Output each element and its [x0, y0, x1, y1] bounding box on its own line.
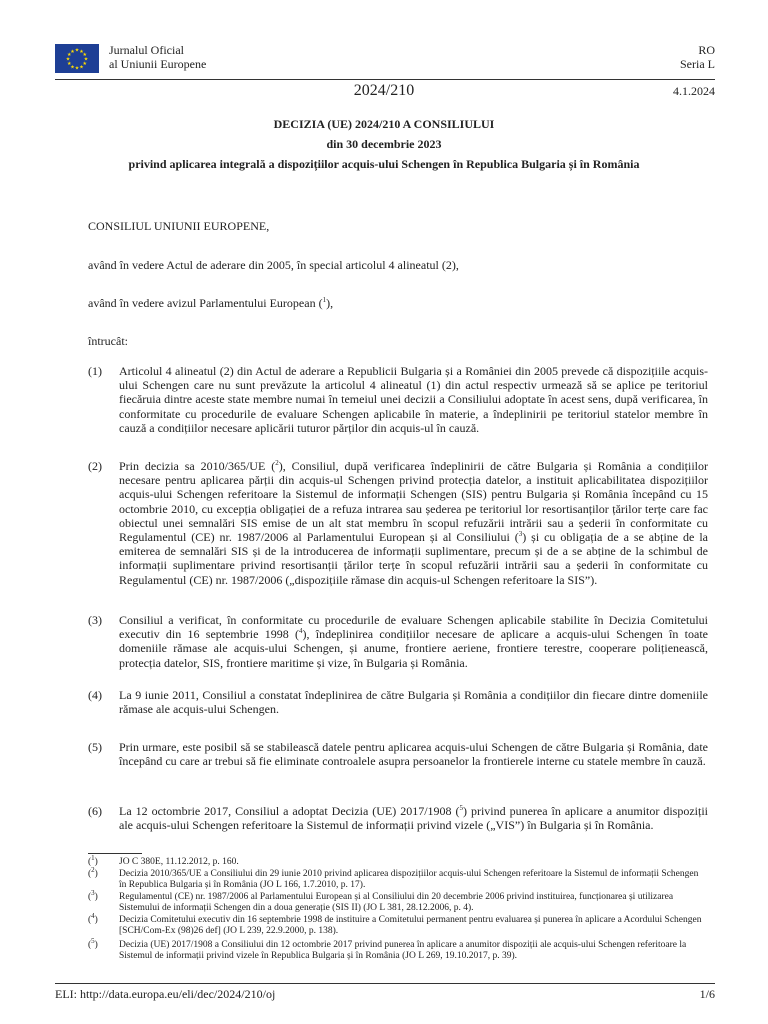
recital	[88, 613, 708, 670]
recital-text-segment: privind punerea în aplicare a anumitor dispoziții ale acquis-ului Schengen referitoare la Sistemul de informații privind vizele („VIS”) în Bulgaria și în România.	[119, 804, 708, 833]
flag-star-icon: ★	[66, 61, 72, 68]
footer-divider	[55, 983, 715, 984]
series-info	[680, 43, 715, 71]
recital-text-segment: La 9 iunie 2011, Consiliul a constatat îndeplinirea de către Bulgaria și România a condițiilor din fiecare dintre domeniile rămase ale acquis-ului Schengen.	[119, 688, 708, 717]
decision-date: din 30 decembrie 2023	[326, 137, 442, 151]
recital-number: (1)	[88, 364, 102, 378]
flag-star-icon: ★	[79, 48, 84, 55]
footnote-text: Decizia 2010/365/UE a Consiliului din 29 iunie 2010 privind aplicarea dispozițiilor acquis-ului Schengen referitoare la Sistemul de informații Schengen în Republica Bulgaria și în România (JO L 166, 1.7.2010, p. 17).	[119, 869, 699, 891]
footnote-ref[interactable]: 5	[459, 804, 464, 812]
recital-text-segment: Consiliul a verificat, în conformitate cu procedurile de evaluare Schengen aplicabile stabilite în Decizia Comitetului executiv din 16 septembrie 1998	[119, 613, 708, 642]
footnote-number: ($^3$)	[88, 888, 98, 902]
recital-text-segment: , îndeplinirea condițiilor necesare de aplicare a acquis-ului Schengen în toate domeniile rămase ale acquis-ului Schengen, și anume, frontiere aeriene, frontiere terestre, cooperare polițienească, protecția datelor, SIS, frontiere maritime și vize, în Bulgaria și România.	[119, 627, 708, 670]
recital-text-segment: La 12 octombrie 2017, Consiliul a adoptat Decizia (UE) 2017/1908	[119, 804, 456, 818]
footnote-number: ($^5$)	[88, 936, 98, 950]
recital	[88, 459, 708, 587]
flag-star-icon: ★	[65, 56, 71, 63]
flag-star-icon: ★	[70, 48, 75, 55]
footnote-number-value: 5	[91, 936, 95, 945]
page-number: 1/6	[699, 987, 715, 1001]
footnote	[88, 888, 708, 914]
footnote-ref[interactable]: 2	[275, 459, 279, 467]
recital-text: La 12 octombrie 2017, Consiliul a adoptat Decizia (UE) 2017/1908 ($^5$) privind punerea în aplicare a anumitor dispoziții ale acquis-ului Schengen referitoare la Sistemul de informații privind vizele („VIS”) în Bulgaria și în România.	[119, 804, 708, 833]
journal-name	[109, 43, 206, 71]
language-code: RO	[698, 43, 715, 57]
footnote-divider	[88, 853, 142, 854]
footnote-ref[interactable]: 1	[322, 296, 327, 304]
flag-star-icon: ★	[74, 65, 80, 72]
recital-number: (5)	[88, 740, 102, 754]
whereas-heading: întrucât:	[88, 334, 128, 348]
footnote-number: ($^1$)	[88, 853, 98, 867]
decision-subject: privind aplicarea integrală a dispozițiilor acquis-ului Schengen în Republica Bulgaria și în România	[128, 157, 640, 171]
footnote	[88, 865, 708, 891]
publication-date: 4.1.2024	[673, 84, 715, 98]
citation-end: ,	[330, 296, 334, 310]
flag-star-icon: ★	[83, 56, 89, 63]
recital	[88, 364, 708, 435]
recital	[88, 740, 708, 768]
journal-line-2: al Uniunii Europene	[109, 57, 207, 71]
footnote-text: Decizia Comitetului executiv din 16 septembrie 1998 de instituire a Comitetului permanent pentru evaluarea și punerea în aplicare a Acordului Schengen [SCH/Com-Ex (98)26 def] (JO L 239, 22.9.2000, p. 138).	[119, 915, 702, 937]
recital-text: Consiliul a verificat, în conformitate cu procedurile de evaluare Schengen aplicabile stabilite în Decizia Comitetului executiv din 16 septembrie 1998 ($^4$), îndeplinirea condițiilor necesare de aplicare a acquis-ului Schengen în toate domeniile rămase ale acquis-ului Schengen, și anume, frontiere aeriene, frontiere terestre, cooperare polițienească, protecția datelor, SIS, frontiere maritime și vize, în Bulgaria și România.	[119, 613, 708, 670]
flag-star-icon: ★	[82, 52, 88, 59]
recital-number: (4)	[88, 688, 102, 702]
council-heading: CONSILIUL UNIUNII EUROPENE,	[88, 219, 270, 233]
citation-accession-act: având în vedere Actul de aderare din 2005, în special articolul 4 alineatul (2),	[88, 258, 459, 272]
recital-text-segment: și cu obligația de a se abține de la emiterea de semnalări SIS și de la introducerea de informații suplimentare, precum și de a se abține de la schimbul de informații suplimentare privind resortisanții țărilor terțe în scopul refuzării intrării sau a șederii în conformitate cu Regulamentul (CE) nr. 1987/2006 („dispozițiile rămase din acquis-ul Schengen referitoare la SIS”).	[119, 530, 708, 587]
citation-parliament-opinion: având în vedere avizul Parlamentului European ($^1$),	[88, 296, 334, 310]
footnote-number: ($^4$)	[88, 911, 98, 925]
footnote-text: Regulamentul (CE) nr. 1987/2006 al Parlamentului European și al Consiliului din 20 decembrie 2006 privind instituirea, funcționarea și utilizarea Sistemului de informații Schengen din a doua generație (SIS II) (JO L 381, 28.12.2006, p. 4).	[119, 892, 674, 914]
recital	[88, 804, 708, 832]
footnote-number: ($^2$)	[88, 865, 98, 879]
footnote-number-value: 1	[91, 853, 95, 862]
recital-number: (3)	[88, 613, 102, 627]
recital-text: Prin decizia sa 2010/365/UE ($^2$), Consiliul, după verificarea îndeplinirii de către Bulgaria și România a condițiilor necesare pentru aplicarea părții din acquis-ul Schengen privind protecția datelor, a instituit aplicabilitatea dispozițiilor acquis-ului Schengen referitoare la Sistemul de informații Schengen (SIS) pentru Bulgaria și România începând cu 15 octombrie 2010, cu excepția obligației de a refuza intrarea sau șederea pe teritoriul lor resortisanților țărilor terțe care fac obiectul unei semnalări SIS emise de un alt stat membru în scopul refuzării intrării sau a șederii în conformitate cu Regulamentul (CE) nr. 1987/2006 al Parlamentului European și al Consiliului ($^3$) și cu obligația de a se abține de la emiterea de semnalări SIS și de la introducerea de informații suplimentare, precum și de a se abține de la schimbul de informații suplimentare privind resortisanții țărilor terțe în scopul refuzării intrării sau a șederii în conformitate cu Regulamentul (CE) nr. 1987/2006 („dispozițiile rămase din acquis-ul Schengen referitoare la SIS”).	[119, 459, 708, 587]
recital-text	[119, 740, 708, 768]
flag-star-icon: ★	[74, 47, 80, 54]
recital-text	[119, 364, 708, 435]
footnote	[88, 911, 708, 937]
eli-link[interactable]: ELI: http://data.europa.eu/eli/dec/2024/210/oj	[55, 987, 276, 1001]
recital-text-segment: Articolul 4 alineatul (2) din Actul de aderare a Republicii Bulgaria și a României din 2005 prevede că dispozițiile acquis-ului Schengen care nu sunt prevăzute la articolul 4 alineatul (1) din actul respectiv urmează să se aplice pe teritoriul fiecăruia dintre aceste state membre numai în temeiul unei decizii a Consiliului adoptate în acest sens, după verificarea, în conformitate cu procedurile de evaluare Schengen aplicabile în materie, a îndeplinirii pe teritoriul statelor membre în cauză a condițiilor necesare aplicării tuturor părților din acquis-ul în cauză.	[119, 364, 708, 435]
recital-text-segment: Prin urmare, este posibil să se stabilească datele pentru aplicarea acquis-ului Schengen de către Bulgaria și România, date începând cu care ar trebui să fie eliminate controalele asupra persoanelor la frontierele interne cu statele membre în cauză.	[119, 740, 708, 769]
flag-star-icon: ★	[82, 61, 88, 68]
footnote-ref[interactable]: 4	[298, 627, 303, 636]
decision-title: DECIZIA (UE) 2024/210 A CONSILIULUI	[273, 117, 495, 131]
footnote-text: Decizia (UE) 2017/1908 a Consiliului din 12 octombrie 2017 privind punerea în aplicare a anumitor dispoziții ale acquis-ului Schengen referitoare la Sistemul de informații privind vizele în Republica Bulgaria și în România (JO L 269, 19.10.2017, p. 39).	[119, 940, 687, 962]
footnote	[88, 936, 708, 962]
flag-star-icon: ★	[66, 52, 72, 59]
header-divider	[55, 79, 715, 80]
recital-number: (2)	[88, 459, 102, 473]
footnote	[88, 853, 708, 868]
recital-number: (6)	[88, 804, 102, 818]
footnote-number-value: 4	[91, 911, 95, 920]
flag-star-icon: ★	[79, 64, 84, 71]
recital-text-segment: Prin decizia sa 2010/365/UE	[119, 459, 272, 473]
footnote-number-value: 2	[91, 865, 95, 874]
citation-text: având în vedere avizul Parlamentului European	[88, 296, 316, 310]
recital-text	[119, 688, 708, 716]
eu-flag-icon	[55, 44, 99, 73]
journal-line-1: Jurnalul Oficial	[109, 43, 184, 57]
footnote-ref[interactable]: 3	[518, 530, 523, 539]
footnote-text: JO C 380E, 11.12.2012, p. 160.	[119, 857, 239, 867]
journal-header	[55, 42, 715, 76]
document-number: 2024/210	[353, 82, 415, 99]
recital	[88, 688, 708, 716]
recital-text-segment: , Consiliul, după verificarea îndeplinirii de către Bulgaria și România a condițiilor necesare pentru aplicarea părții din acquis-ul Schengen privind protecția datelor, a instituit aplicabilitatea dispozițiilor acquis-ului Schengen referitoare la Sistemul de informații Schengen (SIS) pentru Bulgaria și România începând cu 15 octombrie 2010, cu excepția obligației de a refuza intrarea sau șederea pe teritoriul lor resortisanților țărilor terțe care fac obiectul unei semnalări SIS emise de un alt stat membru în scopul refuzării intrării sau a șederii în conformitate cu Regulamentul (CE) nr. 1987/2006 al Parlamentului European și al Consiliului	[119, 459, 708, 545]
flag-star-icon: ★	[70, 64, 75, 71]
series-label: Seria L	[680, 57, 715, 71]
footnote-number-value: 3	[91, 888, 95, 897]
